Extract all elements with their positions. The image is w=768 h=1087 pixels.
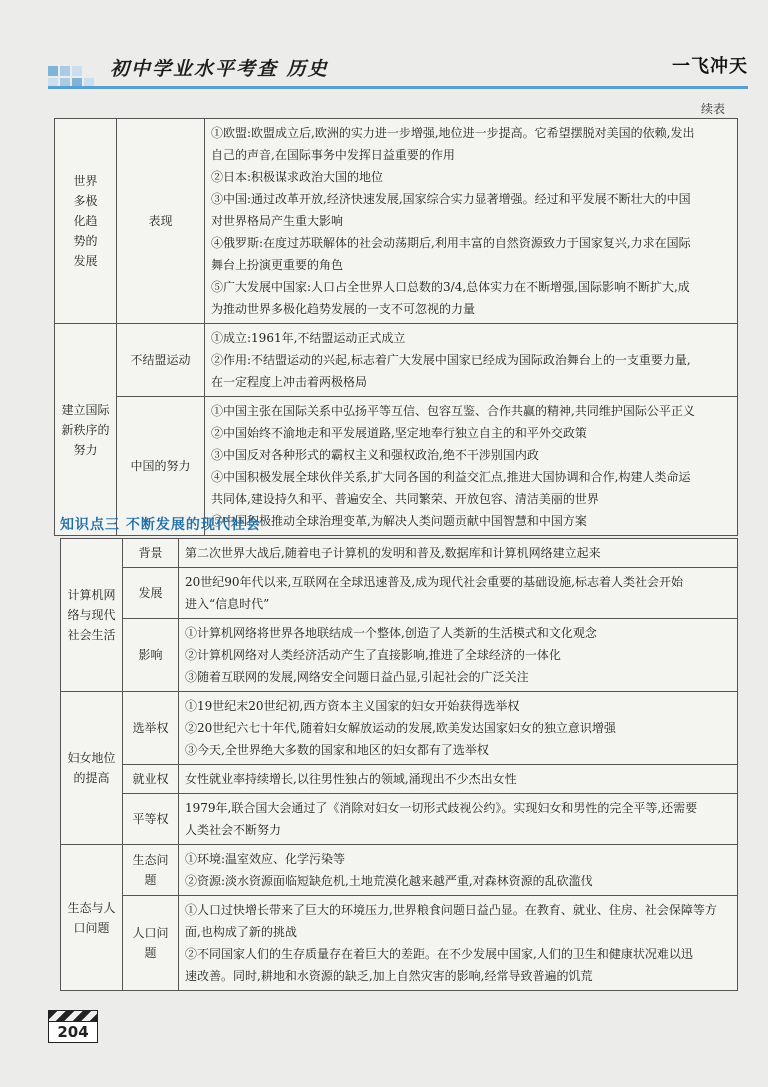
table-row [61,896,738,991]
content-line: 面,也构成了新的挑战 [185,925,297,939]
content-line: 对世界格局产生重大影响 [211,214,344,228]
content-line: ①19世纪末20世纪初,西方资本主义国家的妇女开始获得选举权 [185,699,520,713]
content-line: 人类社会不断努力 [185,823,282,837]
continued-label: 续表 [701,102,726,116]
content-line: ⑤中国积极推动全球治理变革,为解决人类问题贡献中国智慧和中国方案 [211,514,587,528]
content-cell [205,119,738,324]
subcategory-cell: 不结盟运动 [117,324,205,397]
table-row [61,568,738,619]
category-cell: 生态与人 口问题 [61,845,123,991]
content-line: 第二次世界大战后,随着电子计算机的发明和普及,数据库和计算机网络建立起来 [185,546,601,560]
content-line: 1979年,联合国大会通过了《消除对妇女一切形式歧视公约》。实现妇女和男性的完全平等,还需要 [185,801,698,815]
content-line: ③中国反对各种形式的霸权主义和强权政治,绝不干涉别国内政 [211,448,539,462]
page-number-box [48,1010,98,1042]
subcategory-cell: 平等权 [123,794,179,845]
content-line: ③中国:通过改革开放,经济快速发展,国家综合实力显著增强。经过和平发展不断壮大的中国 [211,192,691,206]
table-row [55,119,738,324]
content-line: ②20世纪六七十年代,随着妇女解放运动的发展,欧美发达国家妇女的独立意识增强 [185,721,616,735]
table-row [55,324,738,397]
content-line: 共同体,建设持久和平、普遍安全、共同繁荣、开放包容、清洁美丽的世界 [211,492,599,506]
content-line: 舞台上扮演更重要的角色 [211,258,344,272]
page-header [48,50,748,90]
content-cell [179,692,738,765]
subcategory-cell: 人口问题 [123,896,179,991]
content-line: 为推动世界多极化趋势发展的一支不可忽视的力量 [211,302,476,316]
table-row [61,619,738,692]
table-row [61,765,738,794]
category-cell: 妇女地位 的提高 [61,692,123,845]
content-line: ①欧盟:欧盟成立后,欧洲的实力进一步增强,地位进一步提高。它希望摆脱对美国的依赖,发出 [211,126,695,140]
table-modern-society [60,538,738,991]
subcategory-cell: 表现 [117,119,205,324]
content-cell [179,845,738,896]
table-row [61,539,738,568]
category-cell: 世界 多极 化趋 势的 发展 [55,119,117,324]
subcategory-cell: 选举权 [123,692,179,765]
content-line: 速改善。同时,耕地和水资源的缺乏,加上自然灾害的影响,经常导致普遍的饥荒 [185,969,593,983]
content-line: ③随着互联网的发展,网络安全问题日益凸显,引起社会的广泛关注 [185,670,529,684]
content-line: ①人口过快增长带来了巨大的环境压力,世界粮食问题日益凸显。在教育、就业、住房、社会保障等方 [185,903,717,917]
content-line: ②日本:积极谋求政治大国的地位 [211,170,384,184]
content-line: ①计算机网络将世界各地联结成一个整体,创造了人类新的生活模式和文化观念 [185,626,597,640]
content-line: ⑤广大发展中国家:人口占全世界人口总数的3/4,总体实力在不断增强,国际影响不断扩大,成 [211,280,690,294]
content-cell [179,619,738,692]
subcategory-cell: 中国的努力 [117,397,205,536]
content-cell [179,539,738,568]
content-line: ④中国积极发展全球伙伴关系,扩大同各国的利益交汇点,推进大国协调和合作,构建人类命运 [211,470,691,484]
content-line: 女性就业率持续增长,以往男性独占的领域,涌现出不少杰出女性 [185,772,517,786]
content-cell [179,765,738,794]
content-line: ①成立:1961年,不结盟运动正式成立 [211,331,406,345]
section-title: 知识点三 不断发展的现代社会 [60,517,261,533]
content-line: ③今天,全世界绝大多数的国家和地区的妇女都有了选举权 [185,743,489,757]
page-number: 204 [48,1021,98,1043]
table-row [61,845,738,896]
content-line: 自己的声音,在国际事务中发挥日益重要的作用 [211,148,455,162]
subcategory-cell: 影响 [123,619,179,692]
content-cell [179,794,738,845]
table-row [61,692,738,765]
content-line: ②资源:淡水资源面临短缺危机,土地荒漠化越来越严重,对森林资源的乱砍滥伐 [185,874,593,888]
header-rule [48,86,748,89]
brand-logo: 一飞冲天 [672,56,748,77]
table-row [61,794,738,845]
category-cell: 建立国际 新秩序的 努力 [55,324,117,536]
content-cell [205,397,738,536]
content-line: 进入“信息时代” [185,597,270,611]
content-cell [205,324,738,397]
subcategory-cell: 发展 [123,568,179,619]
content-line: ④俄罗斯:在度过苏联解体的社会动荡期后,利用丰富的自然资源致力于国家复兴,力求在国际 [211,236,691,250]
content-cell [179,896,738,991]
header-title: 初中学业水平考查 历史 [110,58,329,80]
content-line: 在一定程度上冲击着两极格局 [211,375,368,389]
subcategory-cell: 就业权 [123,765,179,794]
subcategory-cell: 背景 [123,539,179,568]
content-line: ②中国始终不渝地走和平发展道路,坚定地奉行独立自主的和平外交政策 [211,426,587,440]
subcategory-cell: 生态问题 [123,845,179,896]
content-line: ①中国主张在国际关系中弘扬平等互信、包容互鉴、合作共赢的精神,共同维护国际公平正义 [211,404,695,418]
content-line: ②计算机网络对人类经济活动产生了直接影响,推进了全球经济的一体化 [185,648,561,662]
content-line: ②不同国家人们的生存质量存在着巨大的差距。在不少发展中国家,人们的卫生和健康状况难以迅 [185,947,693,961]
content-line: 20世纪90年代以来,互联网在全球迅速普及,成为现代社会重要的基础设施,标志着人类社会开始 [185,575,683,589]
content-line: ①环境:温室效应、化学污染等 [185,852,346,866]
content-line: ②作用:不结盟运动的兴起,标志着广大发展中国家已经成为国际政治舞台上的一支重要力量, [211,353,691,367]
content-cell [179,568,738,619]
category-cell: 计算机网 络与现代 社会生活 [61,539,123,692]
table-world-order [54,118,738,536]
